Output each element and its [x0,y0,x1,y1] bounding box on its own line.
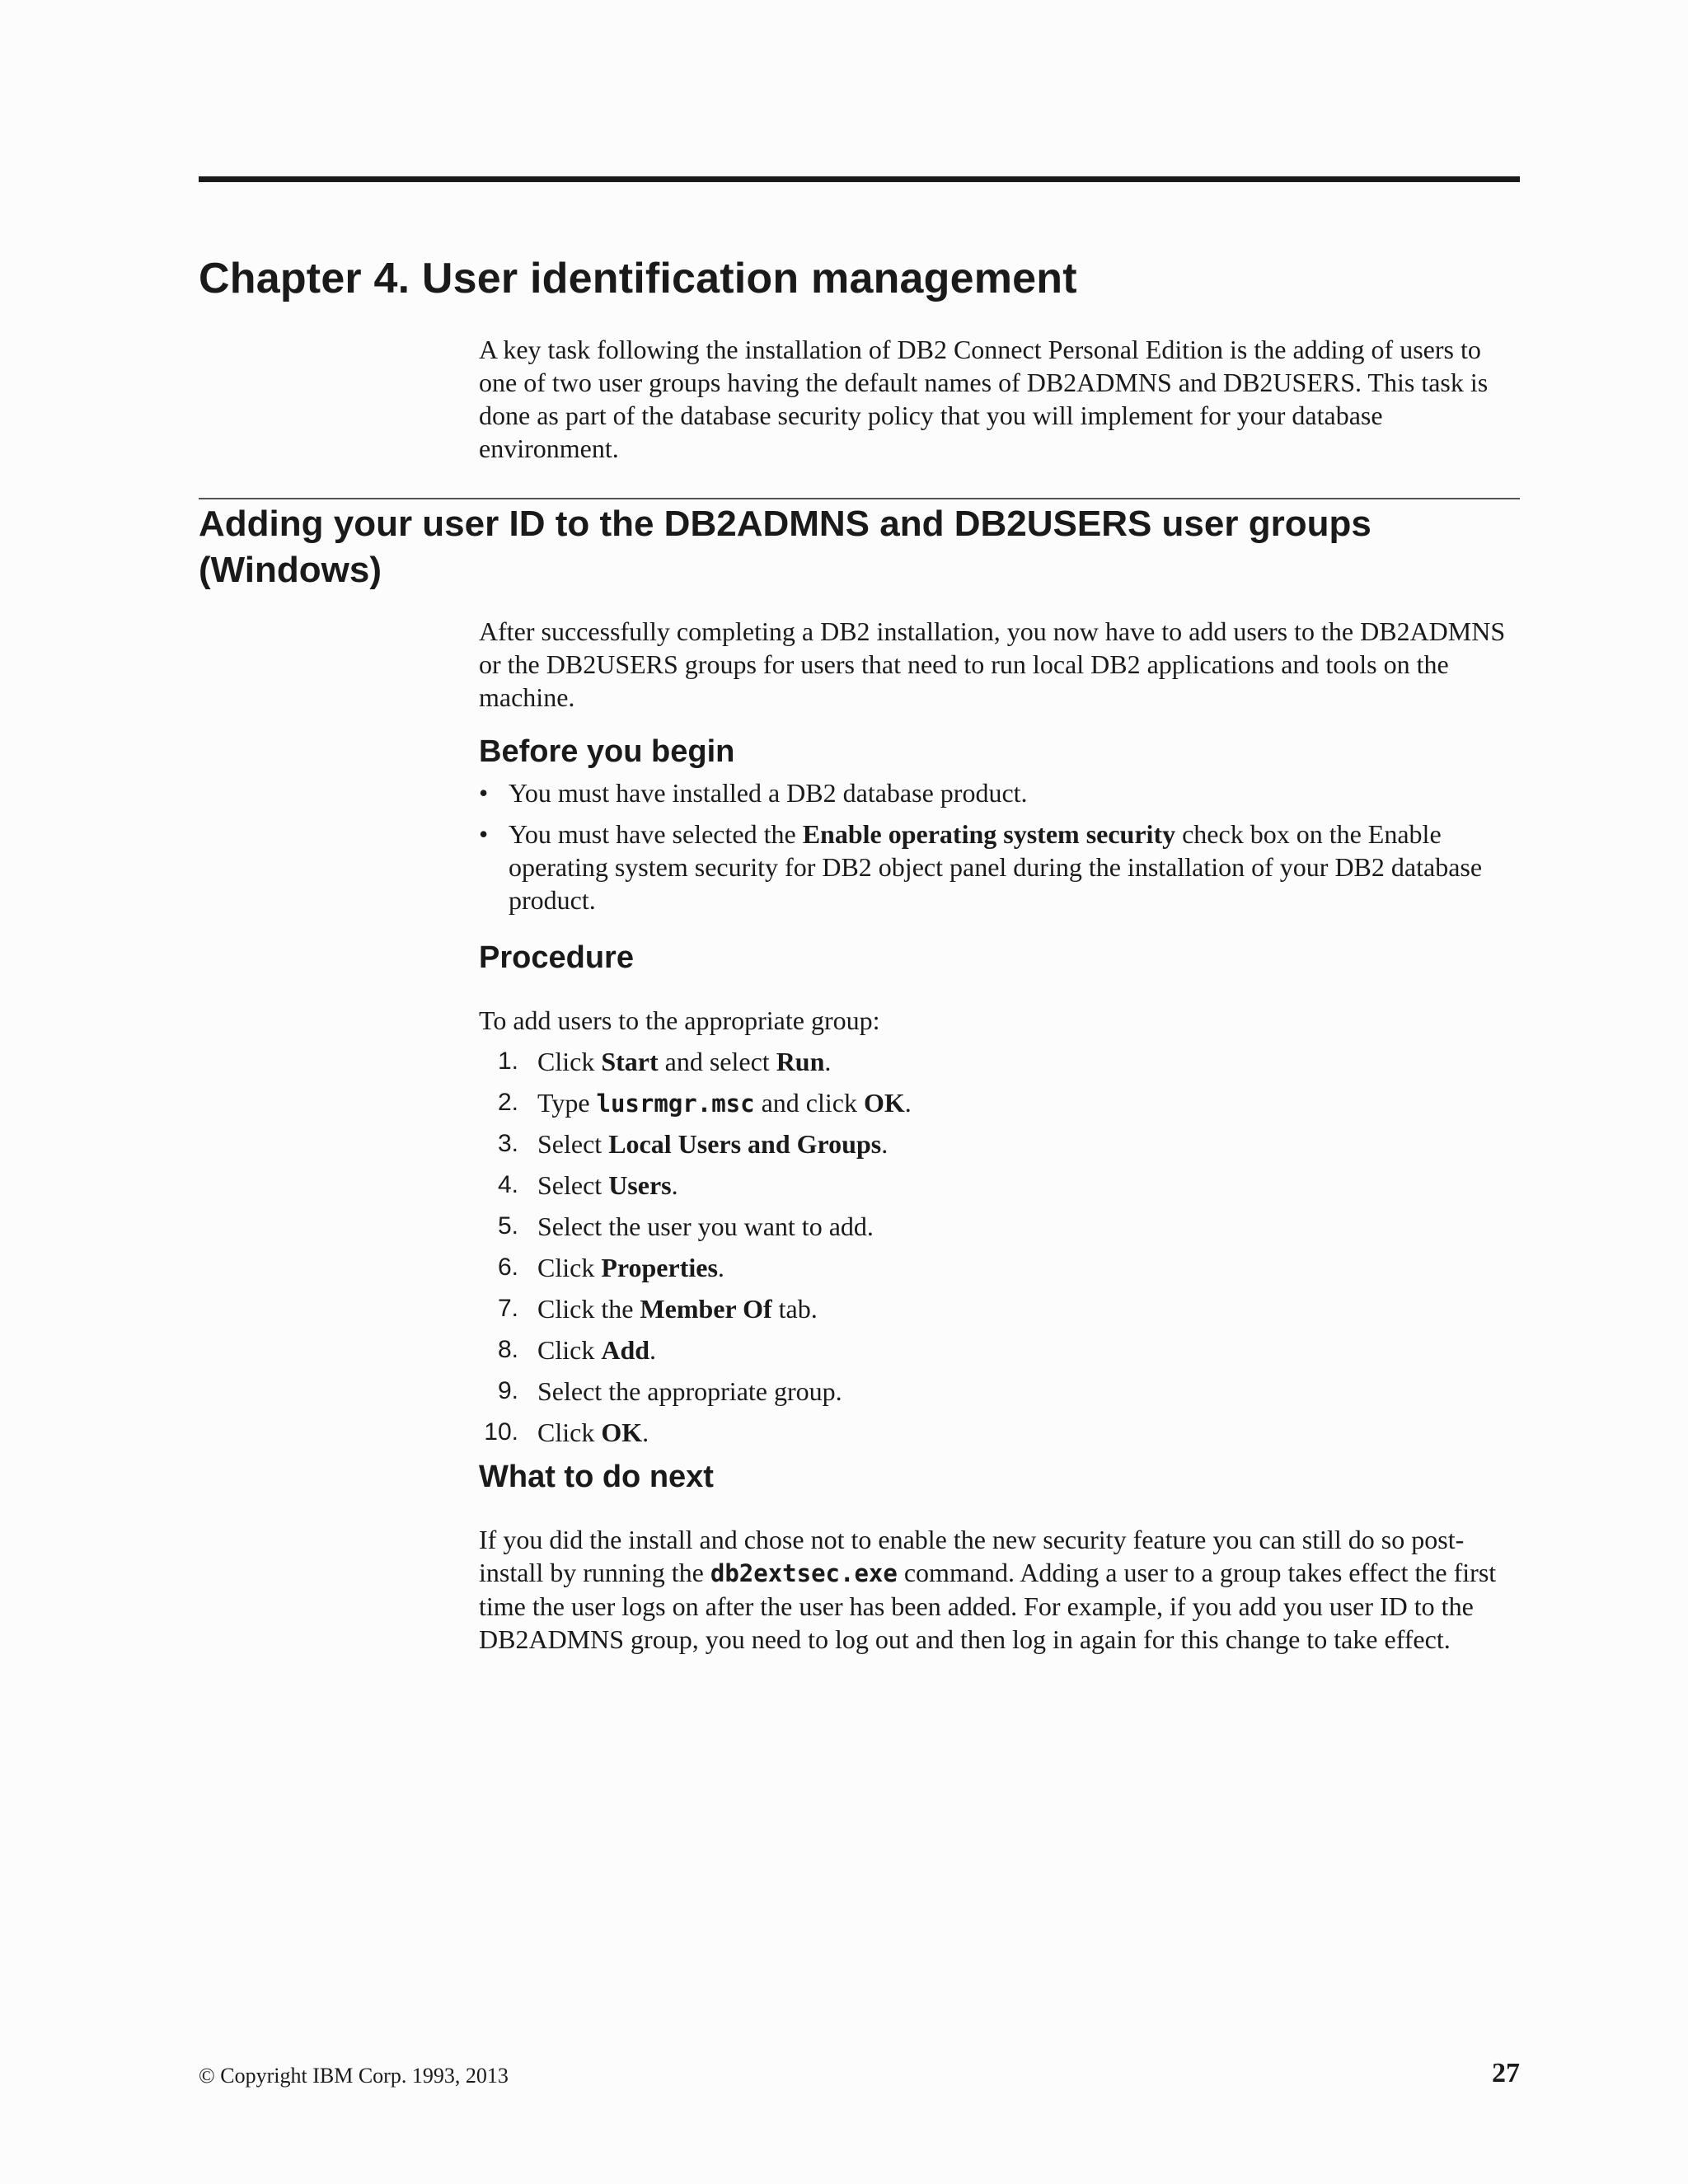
step-ui-label: OK [601,1418,643,1447]
section-intro-paragraph: After successfully completing a DB2 installation, you now have to add users to the DB2ADMNS or the DB2USERS groups for users that need to run local DB2 applications and tools on the machine. [479,616,1506,712]
step-ui-label: Add [601,1335,650,1365]
step-number: 2. [497,1089,518,1116]
step-number: 8. [497,1336,518,1363]
step-ui-label: Users [608,1170,672,1200]
step-ui-label: Run [776,1047,825,1076]
step-text: Select [537,1170,609,1200]
step-text: Click [537,1253,602,1282]
step-text: Click [537,1418,602,1447]
step-item [479,1086,1526,1119]
step-item [479,1292,1526,1325]
step-ui-label: Start [601,1047,659,1076]
step-item [479,1251,1526,1284]
next-text-post: command. Adding a user to a group takes effect the first time the user logs on after the user has been added. For example, if you add you user ID to the DB2ADMNS group, you need to log out and then log in again for this change to take effect. [479,1558,1497,1654]
chapter-title: Chapter 4. User identification management [199,255,1077,302]
step-item [479,1169,1526,1202]
section-content [479,615,1526,1656]
step-item [479,1416,1526,1449]
step-item [479,1210,1526,1243]
step-number: 10. [484,1418,518,1446]
step-text: . [642,1418,649,1447]
step-item [479,1333,1526,1366]
step-text: Click [537,1335,602,1365]
list-item [479,818,1526,916]
step-ui-label: Local Users and Groups [608,1129,882,1159]
step-number: 9. [497,1377,518,1404]
step-text: and click [754,1088,864,1118]
step-number: 1. [497,1047,518,1075]
step-text: and select [658,1047,776,1076]
step-ui-label: Properties [601,1253,718,1282]
step-text: Select the user you want to add. [537,1212,874,1241]
step-text: Click [537,1047,602,1076]
what-to-do-next-paragraph [479,1523,1526,1656]
step-text: Type [537,1088,597,1118]
procedure-lead: To add users to the appropriate group: [479,1005,880,1035]
bullet-text-bold: Enable operating system security [802,819,1176,849]
before-you-begin-heading: Before you begin [479,734,735,769]
step-number: 5. [497,1212,518,1240]
step-text: . [904,1088,912,1118]
step-item [479,1375,1526,1408]
bullet-text-pre: You must have selected the [509,819,803,849]
bullet-text: You must have installed a DB2 database product. [509,778,1028,808]
step-number: 7. [497,1295,518,1322]
step-number: 6. [497,1254,518,1281]
procedure-heading: Procedure [479,940,634,975]
step-command: lusrmgr.msc [596,1090,755,1118]
section-title: Adding your user ID to the DB2ADMNS and DB2USERS user groups (Windows) [199,504,1372,590]
step-text: . [824,1047,832,1076]
step-number: 4. [497,1171,518,1198]
what-to-do-next-heading: What to do next [479,1460,714,1494]
step-ui-label: Member Of [640,1294,772,1324]
step-text: Select the appropriate group. [537,1376,842,1406]
bullet-icon: • [479,819,489,849]
footer-copyright: © Copyright IBM Corp. 1993, 2013 [199,2064,509,2088]
bullet-text-post: check box on the Enable operating system security for DB2 object panel during the installation of your DB2 database product. [509,819,1483,915]
step-text: Select [537,1129,609,1159]
section-rule [199,498,1520,499]
chapter-top-rule [199,176,1520,182]
procedure-steps [479,1045,1526,1449]
next-command: db2extsec.exe [710,1559,898,1587]
step-text: . [881,1129,889,1159]
prerequisites-list [479,776,1526,916]
list-item [479,776,1526,809]
step-text: . [717,1253,724,1282]
step-text: . [649,1335,657,1365]
step-text: Click the [537,1294,640,1324]
step-text: tab. [771,1294,818,1324]
step-item [479,1127,1526,1160]
bullet-icon: • [479,778,489,808]
step-ui-label: OK [863,1088,905,1118]
next-text-pre: If you did the install and chose not to enable the new security feature you can still do so post-install by running the [479,1525,1465,1587]
step-text: . [671,1170,678,1200]
chapter-intro-paragraph: A key task following the installation of DB2 Connect Personal Edition is the adding of users to one of two user groups having the default names of DB2ADMNS and DB2USERS. This task is done as part of the database security policy that you will implement for your database environment. [479,335,1489,463]
step-number: 3. [497,1130,518,1157]
step-item [479,1045,1526,1078]
footer-page-number: 27 [1492,2058,1520,2088]
